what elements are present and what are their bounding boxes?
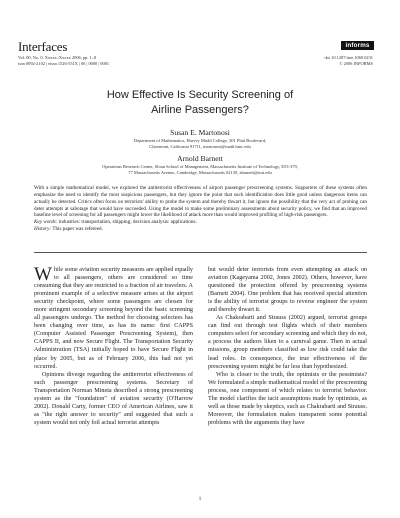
history-text: This paper was refereed. <box>51 226 103 233</box>
keywords-text: industries: transportation, shipping; decision analysis: applications. <box>57 219 197 226</box>
divider <box>34 252 367 253</box>
title-line-2: Airline Passengers? <box>151 103 249 116</box>
copyright-line: © 2006 INFORMS <box>339 61 373 66</box>
journal-name: Interfaces <box>18 39 68 54</box>
body-paragraph <box>34 266 193 371</box>
drop-cap: W <box>34 264 52 285</box>
page-number: 1 <box>198 497 202 502</box>
affiliation-line: Operations Research Center, Sloan School of Management, Massachusetts Institute of Technology, E53-379, <box>102 164 298 169</box>
history <box>34 226 367 233</box>
abstract-text: With a simple mathematical model, we explored the antiterrorist effectiveness of airport passenger prescreening systems. Supporters of these systems often emphasize the need to identify the most suspicious passengers, but they ignore the point that such identification does little good unless dangerous items can actually be detected. Critics often focus on terrorists' ability to probe the system and thereby thwart it, but ignore the possibility that the very act of probing can deter attempts at sabotage that would have succeeded. Using the model to make some preliminary assessments about security policy, we find that an improved baseline level of screening for all passengers might lower the likelihood of attack more than would improved profiling of high-risk passengers. <box>34 185 367 219</box>
title-line-1: How Effective Is Security Screening of <box>106 89 294 101</box>
body-paragraph: As Chakrabarti and Strauss (2002) argued, terrorist groups can find out through test flights which of their members computers select for secondary screening and which they do not, a process the authors liken to a carnival game. Then in actual missions, group members classified as low risk could take the lead roles. In consequence, the true effectiveness of the prescreening system might be far less than hypothesized. <box>208 315 367 370</box>
paragraph-text: hile some aviation security measures are applied equally to all passengers, others are considered so time consuming that they are restricted to a fraction of air travelers. A prominent example of a selective measure arises at the airport security checkpoint, where some passengers are chosen for more stringent secondary screening beyond the basic screening all passengers undergo. The method for choosing selectees has been changing over time, as has its name: first CAPPS (Computer Assisted Passenger Prescreening System), then CAPPS II, and now Secure Flight. The Transportation Security Administration (TSA) initially hoped to have Secure Flight in place by 2005, but as of February 2006, this had not yet occurred. <box>34 267 193 370</box>
article-title <box>0 88 400 117</box>
author-name: Arnold Barnett <box>177 154 223 163</box>
affiliation-line: Department of Mathematics, Harvey Mudd College, 301 Platt Boulevard, <box>133 138 267 143</box>
author-affiliation <box>0 164 400 176</box>
author-affiliation <box>0 138 400 150</box>
history-label: History: <box>34 226 52 233</box>
author-name: Susan E. Martonosi <box>170 128 230 137</box>
doi-block <box>324 55 373 67</box>
publisher-logo: informs <box>341 41 374 50</box>
doi-line: doi 10.1287/inte.1060.0231 <box>324 55 373 60</box>
issn-line: issn 0092-2102 | eissn 1526-551X | 06 | 0000 | 0001 <box>18 61 110 66</box>
volume-line: Vol. 00, No. 0, Xxxxx–Xxxxx 2006, pp. 1–8 <box>18 55 97 60</box>
body-paragraph: but would deter terrorists from even attempting an attack on aviation (Kageyama 2002, Jones 2002). Others, however, have questioned the protection offered by prescreening systems (Barnett 2004). One problem that has received special attention is the ability of terrorist groups to reverse engineer the system and thereby thwart it. <box>208 267 367 314</box>
journal-meta <box>18 55 109 67</box>
body-column-right <box>208 266 367 427</box>
keywords-label: Key words: <box>34 219 58 226</box>
body-paragraph: Who is closer to the truth, the optimists or the pessimists? We formulated a simple mathematical model of the prescreening process, one component of which relates to terrorist behavior. The model clarifies the tacit assumptions made by optimists, as well as those made by skeptics, such as Chakrabarti and Strauss. Moreover, the formulation makes transparent some potential problems with the arguments they have <box>208 371 367 426</box>
abstract <box>34 185 367 233</box>
body-paragraph: Opinions diverge regarding the antiterrorist effectiveness of such passenger prescreening systems. Secretary of Transportation Norman Mineta described a strong prescreening system as the "foundation" of aviation security (O'Harrow 2002). Donald Carty, former CEO of American Airlines, saw it as "the right answer to security" and suggested that such a system would not only foil actual terrorist attempts <box>34 371 193 426</box>
affiliation-line: Claremont, California 91711, martonosi@math.hmc.edu <box>149 144 251 150</box>
affiliation-line: 77 Massachusetts Avenue, Cambridge, Massachusetts 02139, abarnett@mit.edu <box>128 170 272 176</box>
body-column-left <box>34 266 193 427</box>
